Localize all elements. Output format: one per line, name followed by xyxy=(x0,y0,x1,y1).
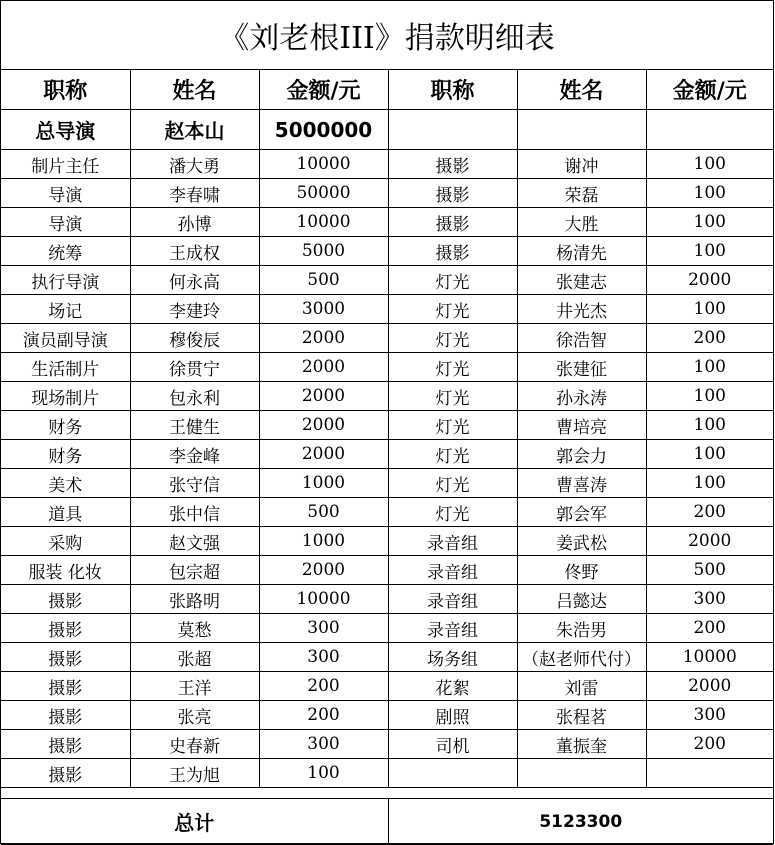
spacer-row xyxy=(1,788,773,799)
right-role-cell: 司机 xyxy=(388,730,517,759)
left-amount-cell: 500 xyxy=(259,498,388,527)
right-name-cell: 孙永涛 xyxy=(517,382,646,411)
left-name-cell: 李金峰 xyxy=(130,440,259,469)
left-role-cell: 财务 xyxy=(1,440,130,469)
right-amount-cell: 100 xyxy=(646,237,773,266)
right-role-cell: 花絮 xyxy=(388,672,517,701)
left-role-cell: 导演 xyxy=(1,179,130,208)
left-amount-cell: 300 xyxy=(259,730,388,759)
right-name-cell: 郭会力 xyxy=(517,440,646,469)
left-name-cell: 穆俊辰 xyxy=(130,324,259,353)
right-role-cell: 剧照 xyxy=(388,701,517,730)
right-name-cell: 曹喜涛 xyxy=(517,469,646,498)
right-role-cell: 灯光 xyxy=(388,353,517,382)
left-amount-cell: 10000 xyxy=(259,208,388,237)
right-role-cell: 场务组 xyxy=(388,643,517,672)
left-amount-cell: 1000 xyxy=(259,527,388,556)
left-name-cell: 张守信 xyxy=(130,469,259,498)
left-role-cell: 演员副导演 xyxy=(1,324,130,353)
left-amount-cell: 2000 xyxy=(259,411,388,440)
right-name-cell: 郭会军 xyxy=(517,498,646,527)
header-cell: 职称 xyxy=(1,69,130,110)
left-role-cell: 道具 xyxy=(1,498,130,527)
right-amount-cell: 2000 xyxy=(646,672,773,701)
left-amount-cell: 3000 xyxy=(259,295,388,324)
table-row xyxy=(1,556,773,585)
table-row xyxy=(1,469,773,498)
left-amount-cell: 300 xyxy=(259,643,388,672)
table-row xyxy=(1,672,773,701)
table-row xyxy=(1,440,773,469)
right-role-cell: 灯光 xyxy=(388,411,517,440)
right-amount-cell: 100 xyxy=(646,353,773,382)
left-role-cell: 摄影 xyxy=(1,643,130,672)
table-row xyxy=(1,150,773,179)
table-row xyxy=(1,585,773,614)
left-name-cell: 李春啸 xyxy=(130,179,259,208)
right-amount-cell: 300 xyxy=(646,585,773,614)
right-role-cell: 摄影 xyxy=(388,179,517,208)
right-name-cell: 张建征 xyxy=(517,353,646,382)
right-name-cell: 张建志 xyxy=(517,266,646,295)
left-role-cell: 财务 xyxy=(1,411,130,440)
right-role-cell: 灯光 xyxy=(388,498,517,527)
left-amount-cell: 2000 xyxy=(259,353,388,382)
right-name-cell: 张程茗 xyxy=(517,701,646,730)
right-role-cell: 灯光 xyxy=(388,382,517,411)
table-row xyxy=(1,614,773,643)
left-name-cell: 张亮 xyxy=(130,701,259,730)
header-cell: 职称 xyxy=(388,69,517,110)
left-name-cell: 李建玲 xyxy=(130,295,259,324)
left-amount-cell: 10000 xyxy=(259,150,388,179)
lead-row xyxy=(1,110,773,150)
right-name-cell: 大胜 xyxy=(517,208,646,237)
empty-cell xyxy=(517,110,646,150)
empty-cell xyxy=(646,110,773,150)
left-role-cell: 现场制片 xyxy=(1,382,130,411)
table-row xyxy=(1,527,773,556)
right-amount-cell: 10000 xyxy=(646,643,773,672)
left-role-cell: 摄影 xyxy=(1,730,130,759)
table-row xyxy=(1,498,773,527)
right-name-cell: 杨清先 xyxy=(517,237,646,266)
lead-name: 赵本山 xyxy=(130,110,259,150)
right-amount-cell: 200 xyxy=(646,498,773,527)
right-name-cell: 朱浩男 xyxy=(517,614,646,643)
total-value: 5123300 xyxy=(388,799,773,845)
left-name-cell: 史春新 xyxy=(130,730,259,759)
header-cell: 金额/元 xyxy=(646,69,773,110)
table-row xyxy=(1,237,773,266)
left-role-cell: 场记 xyxy=(1,295,130,324)
right-name-cell: 荣磊 xyxy=(517,179,646,208)
left-amount-cell: 50000 xyxy=(259,179,388,208)
left-role-cell: 摄影 xyxy=(1,759,130,788)
table-row xyxy=(1,266,773,295)
left-name-cell: 张路明 xyxy=(130,585,259,614)
right-amount-cell: 200 xyxy=(646,614,773,643)
right-name-cell: 董振奎 xyxy=(517,730,646,759)
right-role-cell: 录音组 xyxy=(388,585,517,614)
right-name-cell: 谢冲 xyxy=(517,150,646,179)
left-amount-cell: 1000 xyxy=(259,469,388,498)
left-role-cell: 摄影 xyxy=(1,585,130,614)
right-amount-cell: 2000 xyxy=(646,266,773,295)
right-role-cell: 摄影 xyxy=(388,237,517,266)
right-role-cell: 录音组 xyxy=(388,556,517,585)
right-role-cell: 灯光 xyxy=(388,295,517,324)
spacer-cell xyxy=(1,788,773,799)
sheet-title: 《刘老根III》捐款明细表 xyxy=(1,1,773,70)
left-role-cell: 服装 化妆 xyxy=(1,556,130,585)
right-amount-cell: 100 xyxy=(646,469,773,498)
right-amount-cell: 500 xyxy=(646,556,773,585)
left-amount-cell: 2000 xyxy=(259,324,388,353)
left-amount-cell: 2000 xyxy=(259,440,388,469)
table-row xyxy=(1,759,773,788)
left-role-cell: 制片主任 xyxy=(1,150,130,179)
left-name-cell: 莫愁 xyxy=(130,614,259,643)
right-amount-cell: 100 xyxy=(646,411,773,440)
table-row xyxy=(1,643,773,672)
right-name-cell: 井光杰 xyxy=(517,295,646,324)
right-name-cell xyxy=(517,759,646,788)
header-cell: 金额/元 xyxy=(259,69,388,110)
left-amount-cell: 200 xyxy=(259,672,388,701)
table-row xyxy=(1,295,773,324)
right-amount-cell: 100 xyxy=(646,295,773,324)
left-role-cell: 摄影 xyxy=(1,614,130,643)
right-role-cell: 摄影 xyxy=(388,150,517,179)
right-amount-cell xyxy=(646,759,773,788)
right-role-cell: 灯光 xyxy=(388,469,517,498)
right-role-cell: 灯光 xyxy=(388,440,517,469)
left-role-cell: 生活制片 xyxy=(1,353,130,382)
left-name-cell: 张超 xyxy=(130,643,259,672)
left-amount-cell: 2000 xyxy=(259,556,388,585)
left-role-cell: 导演 xyxy=(1,208,130,237)
right-role-cell xyxy=(388,759,517,788)
left-name-cell: 王成权 xyxy=(130,237,259,266)
table-row xyxy=(1,353,773,382)
lead-role: 总导演 xyxy=(1,110,130,150)
right-name-cell: 徐浩智 xyxy=(517,324,646,353)
left-name-cell: 包宗超 xyxy=(130,556,259,585)
total-label: 总计 xyxy=(1,799,388,845)
table-row xyxy=(1,730,773,759)
left-role-cell: 美术 xyxy=(1,469,130,498)
right-amount-cell: 2000 xyxy=(646,527,773,556)
left-name-cell: 赵文强 xyxy=(130,527,259,556)
left-role-cell: 统筹 xyxy=(1,237,130,266)
left-name-cell: 王为旭 xyxy=(130,759,259,788)
right-amount-cell: 200 xyxy=(646,730,773,759)
left-name-cell: 王洋 xyxy=(130,672,259,701)
right-role-cell: 灯光 xyxy=(388,324,517,353)
left-role-cell: 执行导演 xyxy=(1,266,130,295)
right-name-cell: 吕懿达 xyxy=(517,585,646,614)
total-row xyxy=(1,799,773,845)
right-amount-cell: 100 xyxy=(646,208,773,237)
left-role-cell: 摄影 xyxy=(1,701,130,730)
left-amount-cell: 5000 xyxy=(259,237,388,266)
left-name-cell: 徐贯宁 xyxy=(130,353,259,382)
right-role-cell: 录音组 xyxy=(388,527,517,556)
header-row xyxy=(1,69,773,110)
left-amount-cell: 100 xyxy=(259,759,388,788)
header-cell: 姓名 xyxy=(130,69,259,110)
right-name-cell: 曹培亮 xyxy=(517,411,646,440)
left-name-cell: 何永高 xyxy=(130,266,259,295)
right-role-cell: 灯光 xyxy=(388,266,517,295)
left-amount-cell: 500 xyxy=(259,266,388,295)
right-name-cell: 佟野 xyxy=(517,556,646,585)
right-name-cell: 姜武松 xyxy=(517,527,646,556)
right-amount-cell: 100 xyxy=(646,440,773,469)
left-name-cell: 包永利 xyxy=(130,382,259,411)
lead-amount: 5000000 xyxy=(259,110,388,150)
table-row xyxy=(1,382,773,411)
table-row xyxy=(1,701,773,730)
left-amount-cell: 300 xyxy=(259,614,388,643)
right-amount-cell: 300 xyxy=(646,701,773,730)
table-row xyxy=(1,411,773,440)
header-cell: 姓名 xyxy=(517,69,646,110)
right-role-cell: 录音组 xyxy=(388,614,517,643)
donation-table xyxy=(1,69,773,845)
right-amount-cell: 100 xyxy=(646,382,773,411)
left-role-cell: 采购 xyxy=(1,527,130,556)
table-row xyxy=(1,324,773,353)
right-role-cell: 摄影 xyxy=(388,208,517,237)
right-amount-cell: 200 xyxy=(646,324,773,353)
left-role-cell: 摄影 xyxy=(1,672,130,701)
left-amount-cell: 200 xyxy=(259,701,388,730)
left-amount-cell: 2000 xyxy=(259,382,388,411)
empty-cell xyxy=(388,110,517,150)
right-name-cell: 刘雷 xyxy=(517,672,646,701)
table-row xyxy=(1,179,773,208)
right-amount-cell: 100 xyxy=(646,150,773,179)
right-amount-cell: 100 xyxy=(646,179,773,208)
right-name-cell: （赵老师代付） xyxy=(517,643,646,672)
table-row xyxy=(1,208,773,237)
left-name-cell: 孙博 xyxy=(130,208,259,237)
left-name-cell: 王健生 xyxy=(130,411,259,440)
left-name-cell: 潘大勇 xyxy=(130,150,259,179)
left-name-cell: 张中信 xyxy=(130,498,259,527)
left-amount-cell: 10000 xyxy=(259,585,388,614)
